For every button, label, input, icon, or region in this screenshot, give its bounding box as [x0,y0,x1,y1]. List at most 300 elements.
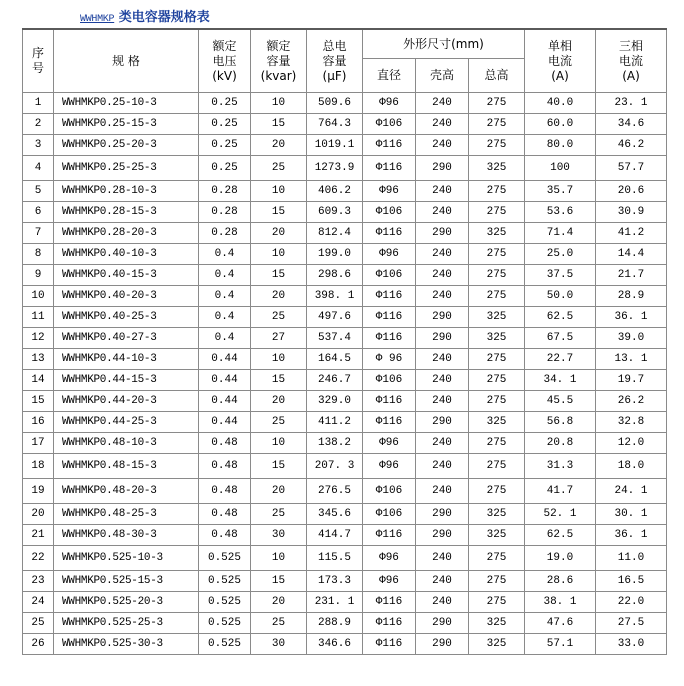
cell-single-phase-current: 40.0 [525,93,596,114]
cell-diameter: Φ106 [363,265,416,286]
cell-voltage: 0.48 [199,433,251,454]
cell-diameter: Φ96 [363,433,416,454]
cell-capacity: 20 [251,223,307,244]
cell-voltage: 0.525 [199,613,251,634]
cell-voltage: 0.28 [199,202,251,223]
cell-diameter: Φ116 [363,156,416,181]
cell-shell-height: 290 [416,156,469,181]
cell-three-phase-current: 32.8 [596,412,667,433]
cell-index: 14 [23,370,54,391]
cell-index: 1 [23,93,54,114]
cell-capacitance: 509.6 [307,93,363,114]
cell-index: 13 [23,349,54,370]
cell-model: WWHMKP0.44-25-3 [54,412,199,433]
cell-single-phase-current: 41.7 [525,479,596,504]
cell-single-phase-current: 19.0 [525,546,596,571]
cell-shell-height: 240 [416,265,469,286]
table-row [23,525,667,546]
cell-index: 19 [23,479,54,504]
cell-shell-height: 240 [416,370,469,391]
cell-voltage: 0.4 [199,244,251,265]
cell-model: WWHMKP0.44-10-3 [54,349,199,370]
cell-three-phase-current: 33.0 [596,634,667,655]
cell-model: WWHMKP0.525-15-3 [54,571,199,592]
cell-voltage: 0.25 [199,135,251,156]
table-row [23,634,667,655]
cell-total-height: 325 [469,328,525,349]
cell-model: WWHMKP0.48-15-3 [54,454,199,479]
cell-capacitance: 346.6 [307,634,363,655]
cell-three-phase-current: 39.0 [596,328,667,349]
table-row [23,391,667,412]
cell-index: 11 [23,307,54,328]
cell-three-phase-current: 18.0 [596,454,667,479]
cell-model: WWHMKP0.40-20-3 [54,286,199,307]
cell-three-phase-current: 12.0 [596,433,667,454]
cell-model: WWHMKP0.28-15-3 [54,202,199,223]
table-row [23,613,667,634]
cell-shell-height: 240 [416,244,469,265]
cell-three-phase-current: 57.7 [596,156,667,181]
table-body [23,93,667,655]
cell-capacitance: 812.4 [307,223,363,244]
cell-diameter: Φ106 [363,370,416,391]
cell-capacity: 25 [251,412,307,433]
cell-three-phase-current: 30.9 [596,202,667,223]
cell-capacitance: 537.4 [307,328,363,349]
cell-total-height: 275 [469,114,525,135]
cell-capacitance: 411.2 [307,412,363,433]
table-row [23,370,667,391]
cell-diameter: Φ96 [363,181,416,202]
header-capacitance: 总电 容量 (μF) [307,29,363,93]
cell-index: 9 [23,265,54,286]
cell-diameter: Φ106 [363,504,416,525]
cell-shell-height: 240 [416,391,469,412]
cell-index: 22 [23,546,54,571]
cell-voltage: 0.25 [199,156,251,181]
cell-capacitance: 231. 1 [307,592,363,613]
header-total-height: 总高 [469,59,525,93]
cell-total-height: 325 [469,634,525,655]
cell-three-phase-current: 22.0 [596,592,667,613]
cell-model: WWHMKP0.25-10-3 [54,93,199,114]
cell-index: 24 [23,592,54,613]
cell-capacitance: 246.7 [307,370,363,391]
table-row [23,454,667,479]
cell-total-height: 275 [469,391,525,412]
cell-voltage: 0.4 [199,286,251,307]
cell-three-phase-current: 41.2 [596,223,667,244]
cell-capacitance: 138.2 [307,433,363,454]
cell-total-height: 275 [469,433,525,454]
table-row [23,479,667,504]
header-three-phase-current: 三相 电流 (A) [596,29,667,93]
header-model: 规 格 [54,29,199,93]
cell-single-phase-current: 31.3 [525,454,596,479]
cell-total-height: 275 [469,370,525,391]
cell-model: WWHMKP0.48-20-3 [54,479,199,504]
cell-model: WWHMKP0.25-15-3 [54,114,199,135]
cell-index: 4 [23,156,54,181]
table-row [23,156,667,181]
cell-voltage: 0.25 [199,93,251,114]
cell-capacitance: 497.6 [307,307,363,328]
cell-total-height: 275 [469,135,525,156]
cell-diameter: Φ116 [363,223,416,244]
cell-capacity: 25 [251,156,307,181]
cell-voltage: 0.28 [199,223,251,244]
cell-capacitance: 609.3 [307,202,363,223]
cell-diameter: Φ116 [363,307,416,328]
table-row [23,592,667,613]
cell-shell-height: 290 [416,613,469,634]
cell-model: WWHMKP0.40-10-3 [54,244,199,265]
cell-shell-height: 240 [416,202,469,223]
cell-total-height: 325 [469,525,525,546]
cell-capacity: 15 [251,370,307,391]
cell-model: WWHMKP0.525-20-3 [54,592,199,613]
cell-model: WWHMKP0.44-15-3 [54,370,199,391]
cell-shell-height: 240 [416,181,469,202]
cell-capacitance: 199.0 [307,244,363,265]
cell-capacitance: 329.0 [307,391,363,412]
cell-single-phase-current: 50.0 [525,286,596,307]
cell-single-phase-current: 22.7 [525,349,596,370]
cell-total-height: 275 [469,244,525,265]
cell-single-phase-current: 20.8 [525,433,596,454]
cell-three-phase-current: 24. 1 [596,479,667,504]
cell-single-phase-current: 62.5 [525,307,596,328]
cell-three-phase-current: 11.0 [596,546,667,571]
cell-total-height: 325 [469,156,525,181]
cell-capacitance: 115.5 [307,546,363,571]
cell-voltage: 0.4 [199,307,251,328]
cell-diameter: Φ116 [363,391,416,412]
cell-single-phase-current: 53.6 [525,202,596,223]
cell-capacity: 15 [251,114,307,135]
cell-capacitance: 345.6 [307,504,363,525]
cell-capacitance: 298.6 [307,265,363,286]
cell-capacity: 10 [251,433,307,454]
cell-voltage: 0.48 [199,479,251,504]
cell-diameter: Φ96 [363,546,416,571]
cell-single-phase-current: 25.0 [525,244,596,265]
cell-shell-height: 290 [416,223,469,244]
cell-three-phase-current: 16.5 [596,571,667,592]
table-row [23,571,667,592]
cell-capacity: 27 [251,328,307,349]
cell-shell-height: 240 [416,571,469,592]
cell-model: WWHMKP0.25-25-3 [54,156,199,181]
cell-model: WWHMKP0.44-20-3 [54,391,199,412]
cell-voltage: 0.525 [199,571,251,592]
cell-diameter: Φ106 [363,479,416,504]
header-single-phase-current: 单相 电流 (A) [525,29,596,93]
cell-capacity: 25 [251,613,307,634]
cell-index: 3 [23,135,54,156]
cell-total-height: 275 [469,546,525,571]
table-row [23,307,667,328]
cell-model: WWHMKP0.48-25-3 [54,504,199,525]
cell-three-phase-current: 23. 1 [596,93,667,114]
cell-total-height: 275 [469,592,525,613]
cell-index: 5 [23,181,54,202]
table-row [23,328,667,349]
cell-capacity: 20 [251,592,307,613]
cell-total-height: 325 [469,412,525,433]
cell-capacitance: 398. 1 [307,286,363,307]
cell-capacitance: 1019.1 [307,135,363,156]
cell-diameter: Φ96 [363,571,416,592]
cell-capacitance: 164.5 [307,349,363,370]
cell-three-phase-current: 34.6 [596,114,667,135]
cell-shell-height: 240 [416,592,469,613]
cell-capacitance: 207. 3 [307,454,363,479]
cell-capacity: 30 [251,525,307,546]
table-row [23,223,667,244]
table-row [23,433,667,454]
cell-diameter: Φ116 [363,525,416,546]
cell-model: WWHMKP0.25-20-3 [54,135,199,156]
cell-capacity: 10 [251,93,307,114]
cell-shell-height: 240 [416,135,469,156]
cell-shell-height: 240 [416,433,469,454]
cell-diameter: Φ96 [363,93,416,114]
table-row [23,504,667,525]
cell-index: 12 [23,328,54,349]
header-shell-height: 壳高 [416,59,469,93]
cell-capacitance: 406.2 [307,181,363,202]
cell-index: 25 [23,613,54,634]
table-row [23,412,667,433]
cell-shell-height: 290 [416,634,469,655]
cell-diameter: Φ116 [363,634,416,655]
cell-three-phase-current: 36. 1 [596,525,667,546]
cell-capacity: 15 [251,202,307,223]
cell-voltage: 0.25 [199,114,251,135]
cell-total-height: 275 [469,202,525,223]
cell-shell-height: 240 [416,454,469,479]
cell-shell-height: 240 [416,114,469,135]
cell-capacity: 20 [251,135,307,156]
cell-capacitance: 276.5 [307,479,363,504]
cell-model: WWHMKP0.40-15-3 [54,265,199,286]
table-row [23,546,667,571]
cell-capacitance: 1273.9 [307,156,363,181]
cell-index: 26 [23,634,54,655]
cell-three-phase-current: 36. 1 [596,307,667,328]
cell-three-phase-current: 30. 1 [596,504,667,525]
cell-single-phase-current: 35.7 [525,181,596,202]
cell-voltage: 0.525 [199,546,251,571]
cell-three-phase-current: 14.4 [596,244,667,265]
cell-capacity: 25 [251,307,307,328]
cell-single-phase-current: 47.6 [525,613,596,634]
cell-total-height: 325 [469,223,525,244]
cell-three-phase-current: 13. 1 [596,349,667,370]
cell-voltage: 0.525 [199,634,251,655]
cell-shell-height: 290 [416,412,469,433]
cell-single-phase-current: 56.8 [525,412,596,433]
cell-diameter: Φ106 [363,114,416,135]
page-title [80,8,210,28]
cell-voltage: 0.44 [199,412,251,433]
cell-index: 6 [23,202,54,223]
cell-index: 16 [23,412,54,433]
cell-shell-height: 240 [416,479,469,504]
cell-capacity: 15 [251,454,307,479]
cell-capacity: 10 [251,244,307,265]
cell-capacity: 25 [251,504,307,525]
cell-model: WWHMKP0.28-10-3 [54,181,199,202]
cell-shell-height: 240 [416,349,469,370]
cell-voltage: 0.48 [199,525,251,546]
cell-capacity: 15 [251,571,307,592]
title-text: 类电容器规格表 [118,10,210,25]
table-row [23,244,667,265]
table-row [23,202,667,223]
cell-single-phase-current: 45.5 [525,391,596,412]
header-voltage: 额定 电压 (kV) [199,29,251,93]
cell-total-height: 325 [469,307,525,328]
cell-capacity: 15 [251,265,307,286]
cell-single-phase-current: 38. 1 [525,592,596,613]
cell-shell-height: 290 [416,525,469,546]
cell-diameter: Φ116 [363,412,416,433]
cell-diameter: Φ116 [363,286,416,307]
cell-single-phase-current: 67.5 [525,328,596,349]
cell-index: 17 [23,433,54,454]
cell-three-phase-current: 26.2 [596,391,667,412]
cell-index: 8 [23,244,54,265]
cell-shell-height: 290 [416,307,469,328]
cell-capacitance: 414.7 [307,525,363,546]
cell-total-height: 275 [469,93,525,114]
cell-model: WWHMKP0.525-30-3 [54,634,199,655]
cell-single-phase-current: 57.1 [525,634,596,655]
cell-total-height: 275 [469,286,525,307]
cell-model: WWHMKP0.525-10-3 [54,546,199,571]
table-row [23,349,667,370]
table-row [23,135,667,156]
cell-single-phase-current: 71.4 [525,223,596,244]
cell-model: WWHMKP0.40-25-3 [54,307,199,328]
cell-shell-height: 290 [416,328,469,349]
cell-shell-height: 240 [416,286,469,307]
cell-total-height: 275 [469,571,525,592]
table-row [23,114,667,135]
cell-capacity: 10 [251,546,307,571]
cell-index: 15 [23,391,54,412]
cell-single-phase-current: 62.5 [525,525,596,546]
cell-capacitance: 288.9 [307,613,363,634]
cell-shell-height: 240 [416,546,469,571]
cell-single-phase-current: 34. 1 [525,370,596,391]
cell-diameter: Φ116 [363,328,416,349]
cell-diameter: Φ116 [363,135,416,156]
cell-shell-height: 240 [416,93,469,114]
table-row [23,265,667,286]
cell-capacitance: 173.3 [307,571,363,592]
cell-capacity: 30 [251,634,307,655]
cell-voltage: 0.44 [199,349,251,370]
cell-three-phase-current: 21.7 [596,265,667,286]
cell-voltage: 0.4 [199,328,251,349]
cell-index: 18 [23,454,54,479]
cell-capacity: 10 [251,349,307,370]
cell-voltage: 0.44 [199,391,251,412]
cell-single-phase-current: 100 [525,156,596,181]
cell-total-height: 275 [469,454,525,479]
cell-total-height: 325 [469,613,525,634]
cell-three-phase-current: 28.9 [596,286,667,307]
cell-index: 23 [23,571,54,592]
title-model-code: WWHMKP [80,14,115,25]
cell-voltage: 0.44 [199,370,251,391]
cell-voltage: 0.48 [199,454,251,479]
cell-three-phase-current: 27.5 [596,613,667,634]
cell-capacitance: 764.3 [307,114,363,135]
cell-model: WWHMKP0.28-20-3 [54,223,199,244]
cell-total-height: 325 [469,504,525,525]
cell-diameter: Φ 96 [363,349,416,370]
cell-three-phase-current: 20.6 [596,181,667,202]
cell-single-phase-current: 28.6 [525,571,596,592]
cell-voltage: 0.48 [199,504,251,525]
cell-diameter: Φ116 [363,613,416,634]
cell-total-height: 275 [469,181,525,202]
header-capacity: 额定 容量 (kvar) [251,29,307,93]
table-row [23,286,667,307]
cell-shell-height: 290 [416,504,469,525]
cell-single-phase-current: 60.0 [525,114,596,135]
cell-index: 21 [23,525,54,546]
cell-voltage: 0.525 [199,592,251,613]
table-row [23,181,667,202]
cell-total-height: 275 [469,265,525,286]
capacitor-spec-table [22,28,667,655]
cell-single-phase-current: 37.5 [525,265,596,286]
cell-capacity: 20 [251,391,307,412]
cell-index: 10 [23,286,54,307]
cell-voltage: 0.4 [199,265,251,286]
cell-model: WWHMKP0.40-27-3 [54,328,199,349]
cell-diameter: Φ116 [363,592,416,613]
cell-single-phase-current: 52. 1 [525,504,596,525]
cell-capacity: 20 [251,479,307,504]
cell-diameter: Φ106 [363,202,416,223]
cell-capacity: 20 [251,286,307,307]
table-row [23,93,667,114]
cell-diameter: Φ96 [363,244,416,265]
cell-three-phase-current: 46.2 [596,135,667,156]
cell-total-height: 275 [469,479,525,504]
cell-model: WWHMKP0.48-30-3 [54,525,199,546]
header-dimensions: 外形尺寸(mm) [363,29,525,59]
cell-diameter: Φ96 [363,454,416,479]
cell-total-height: 275 [469,349,525,370]
cell-three-phase-current: 19.7 [596,370,667,391]
cell-index: 20 [23,504,54,525]
cell-index: 2 [23,114,54,135]
cell-single-phase-current: 80.0 [525,135,596,156]
cell-capacity: 10 [251,181,307,202]
cell-index: 7 [23,223,54,244]
cell-model: WWHMKP0.525-25-3 [54,613,199,634]
cell-voltage: 0.28 [199,181,251,202]
header-index: 序 号 [23,29,54,93]
